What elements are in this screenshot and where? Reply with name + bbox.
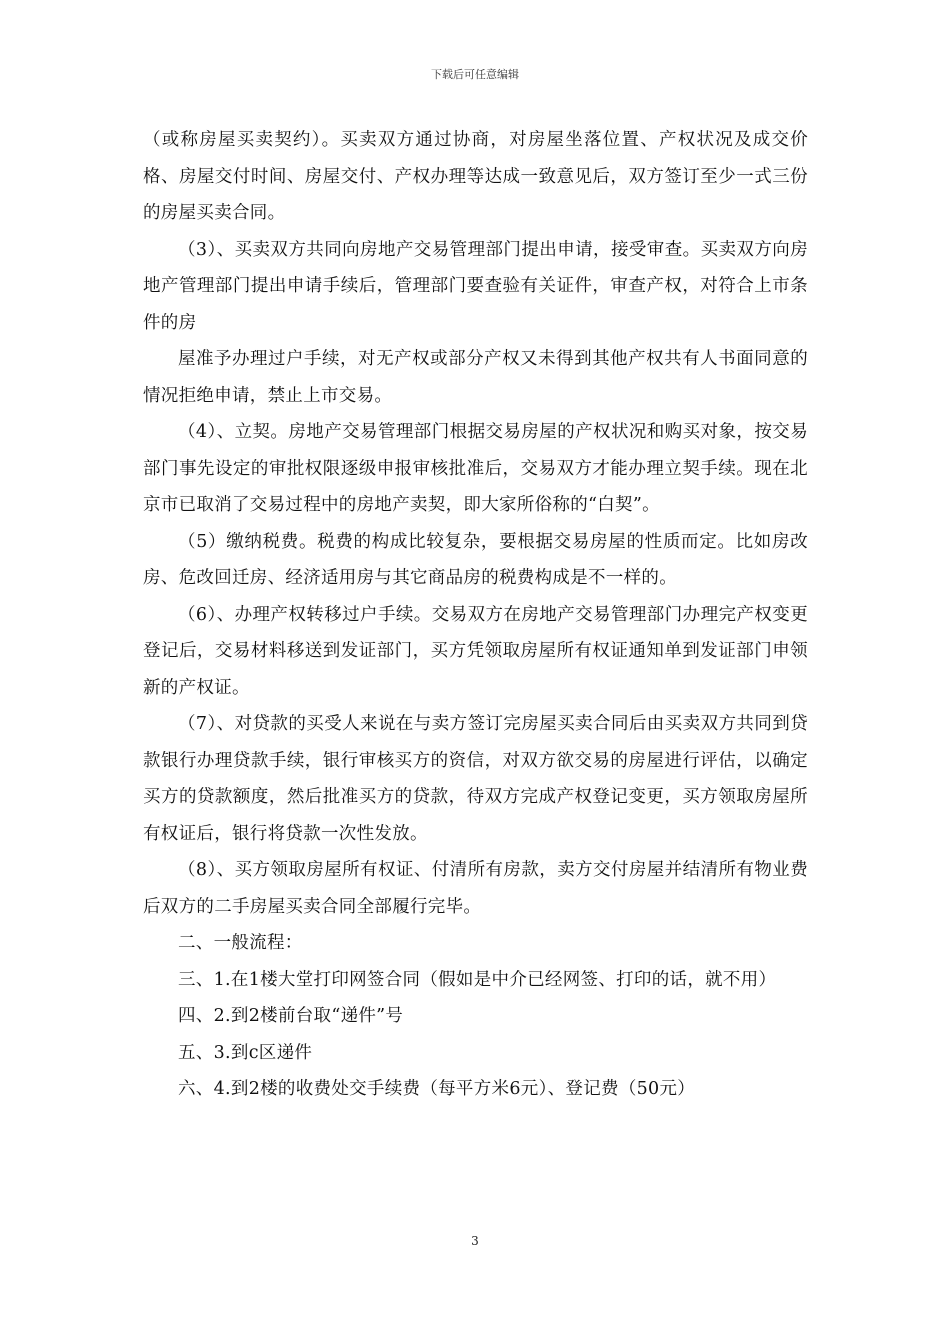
paragraph-step-4: （4）、立契。房地产交易管理部门根据交易房屋的产权状况和购买对象，按交易部门事先设定的审批权限逐级申报审核批准后，交易双方才能办理立契手续。现在北京市已取消了交易过程中的房地产卖契，即大家所俗称的“白契”。: [143, 422, 808, 515]
list-item-submit-documents: 五、3.到c区递件: [178, 1042, 313, 1063]
page-number: 3: [471, 1234, 479, 1248]
paragraph-step-8: （8）、买方领取房屋所有权证、付清所有房款，卖方交付房屋并结清所有物业费后双方的二手房屋买卖合同全部履行完毕。: [143, 860, 808, 917]
paragraph-step-5: （5）缴纳税费。税费的构成比较复杂，要根据交易房屋的性质而定。比如房改房、危改回迁房、经济适用房与其它商品房的税费构成是不一样的。: [143, 531, 808, 588]
paragraph-step-7: （7）、对贷款的买受人来说在与卖方签订完房屋买卖合同后由买卖双方共同到贷款银行办理贷款手续，银行审核买方的资信，对双方欲交易的房屋进行评估，以确定买方的贷款额度，然后批准买方的贷款，待双方完成产权登记变更，买方领取房屋所有权证后，银行将贷款一次性发放。: [143, 714, 808, 844]
list-item-pay-fees: 六、4.到2楼的收费处交手续费（每平方米6元）、登记费（50元）: [178, 1079, 696, 1099]
page-header: 下载后可任意编辑: [431, 68, 519, 81]
section-heading-general-process: 二、一般流程：: [178, 933, 303, 953]
list-item-take-number: 四、2.到2楼前台取“递件”号: [178, 1006, 404, 1026]
paragraph-step-3-continued: 屋准予办理过户手续，对无产权或部分产权又未得到其他产权共有人书面同意的情况拒绝申请，禁止上市交易。: [143, 349, 808, 406]
paragraph-step-6: （6）、办理产权转移过户手续。交易双方在房地产交易管理部门办理完产权变更登记后，交易材料移送到发证部门，买方凭领取房屋所有权证通知单到发证部门申领新的产权证。: [143, 604, 808, 698]
paragraph-step-3: （3）、买卖双方共同向房地产交易管理部门提出申请，接受审查。买卖双方向房地产管理部门提出申请手续后，管理部门要查验有关证件，审查产权，对符合上市条件的房: [143, 239, 808, 333]
document-body: [143, 122, 808, 1108]
paragraph-continuation: （或称房屋买卖契约）。买卖双方通过协商，对房屋坐落位置、产权状况及成交价格、房屋交付时间、房屋交付、产权办理等达成一致意见后，双方签订至少一式三份的房屋买卖合同。: [143, 130, 808, 223]
list-item-print-contract: 三、1.在1楼大堂打印网签合同（假如是中介已经网签、打印的话，就不用）: [178, 969, 777, 990]
